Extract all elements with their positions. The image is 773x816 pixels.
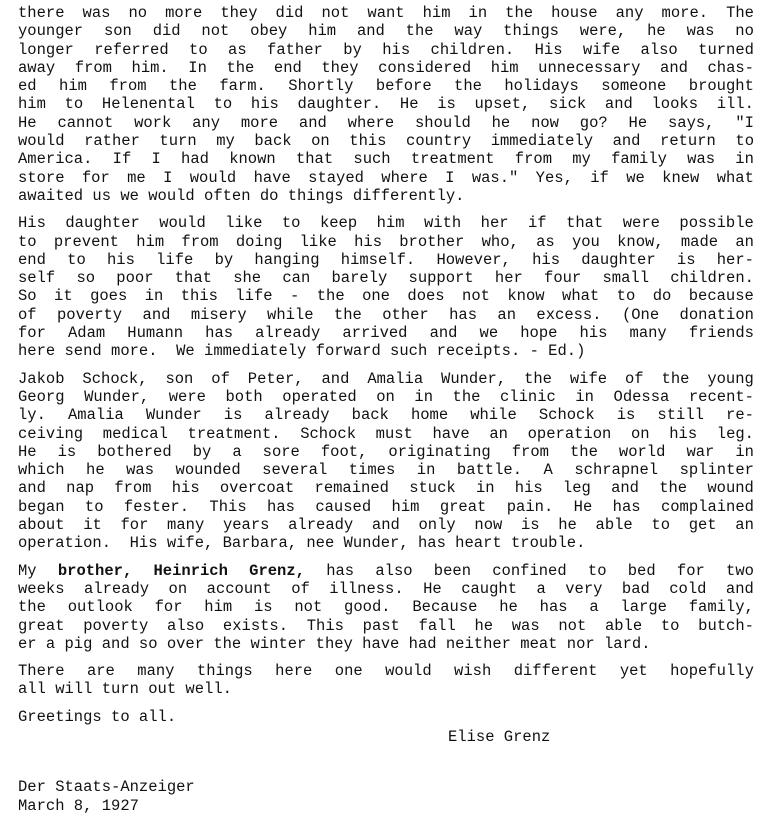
paragraph-line: ly. Amalia Wunder is already back home while Schock is still re- xyxy=(18,406,754,425)
paragraph-line: for Adam Humann has already arrived and we hope his many friends xyxy=(18,324,754,343)
paragraph-line: which he was wounded several times in battle. A schrapnel splinter xyxy=(18,461,754,480)
paragraph-line: ceiving medical treatment. Schock must have an operation on his leg. xyxy=(18,424,754,443)
paragraph-line: self so poor that she can barely support her four small children. xyxy=(18,269,754,288)
closing-block xyxy=(18,707,754,746)
paragraph-line: Georg Wunder, were both operated on in the clinic in Odessa recent- xyxy=(18,387,754,406)
paragraph-line: would rather turn my back on this country immediately and return to xyxy=(18,132,754,151)
paragraph-line: operation. His wife, Barbara, nee Wunder, has heart trouble. xyxy=(18,534,586,553)
paragraph-line: er a pig and so over the winter they have had neither meat nor lard. xyxy=(18,634,651,653)
paragraph-line: to prevent him from doing like his brother who, as you know, made an xyxy=(18,232,754,251)
paragraph-line: younger son did not obey him and the way things were, he was no xyxy=(18,22,754,41)
paragraph-line: awaited us we would often do things differently. xyxy=(18,186,465,205)
paragraph-line: store for me I would have stayed where I was." Yes, if we knew what xyxy=(18,168,754,187)
paragraph-4 xyxy=(18,562,754,653)
paragraph-line: began to fester. This has caused him great pain. He has complained xyxy=(18,497,754,516)
document-page xyxy=(18,4,754,816)
paragraph-line: My brother, Heinrich Grenz, has also been confined to bed for two xyxy=(18,561,754,580)
closing-text: Greetings to all. xyxy=(18,707,177,726)
paragraph-line: His daughter would like to keep him with her if that were possible xyxy=(18,214,754,233)
paragraph-5 xyxy=(18,662,754,699)
publication-name: Der Staats-Anzeiger xyxy=(18,777,195,796)
paragraph-line: the outlook for him is not good. Because he has a large family, xyxy=(18,598,754,617)
paragraph-line: There are many things here one would wish different yet hopefully xyxy=(18,662,754,681)
paragraph-line: ed him from the farm. Shortly before the holidays someone brought xyxy=(18,77,754,96)
paragraph-line: him to Helenental to his daughter. He is upset, sick and looks ill. xyxy=(18,95,754,114)
paragraph-line: all will turn out well. xyxy=(18,680,232,699)
paragraph-1 xyxy=(18,4,754,205)
paragraph-line: away from him. In the end they considered him unnecessary and chas- xyxy=(18,58,754,77)
paragraph-3 xyxy=(18,370,754,553)
paragraph-2 xyxy=(18,214,754,360)
paragraph-line: and nap from his overcoat remained stuck in his leg and the wound xyxy=(18,479,754,498)
publication-date: March 8, 1927 xyxy=(18,796,139,815)
paragraph-line: great poverty also exists. This past fall he was not able to butch- xyxy=(18,616,754,635)
paragraph-line: weeks already on account of illness. He caught a very bad cold and xyxy=(18,579,754,598)
paragraph-line: He is bothered by a sore foot, originating from the world war in xyxy=(18,442,754,461)
paragraph-line: longer referred to as father by his children. His wife also turned xyxy=(18,40,754,59)
paragraph-line: He cannot work any more and where should he now go? He says, "I xyxy=(18,113,754,132)
paragraph-line: about it for many years already and only now is he able to get an xyxy=(18,516,754,535)
paragraph-line: So it goes in this life - the one does not know what to do because xyxy=(18,287,754,306)
paragraph-line: America. If I had known that such treatment from my family was in xyxy=(18,150,754,169)
paragraph-line: end to his life by hanging himself. However, his daughter is her- xyxy=(18,250,754,269)
paragraph-line: Jakob Schock, son of Peter, and Amalia Wunder, the wife of the young xyxy=(18,369,754,388)
paragraph-line: of poverty and misery while the other has an excess. (One donation xyxy=(18,305,754,324)
signature: Elise Grenz xyxy=(448,727,551,746)
paragraph-line: here send more. We immediately forward such receipts. - Ed.) xyxy=(18,342,586,361)
paragraph-line: there was no more they did not want him in the house any more. The xyxy=(18,4,754,22)
